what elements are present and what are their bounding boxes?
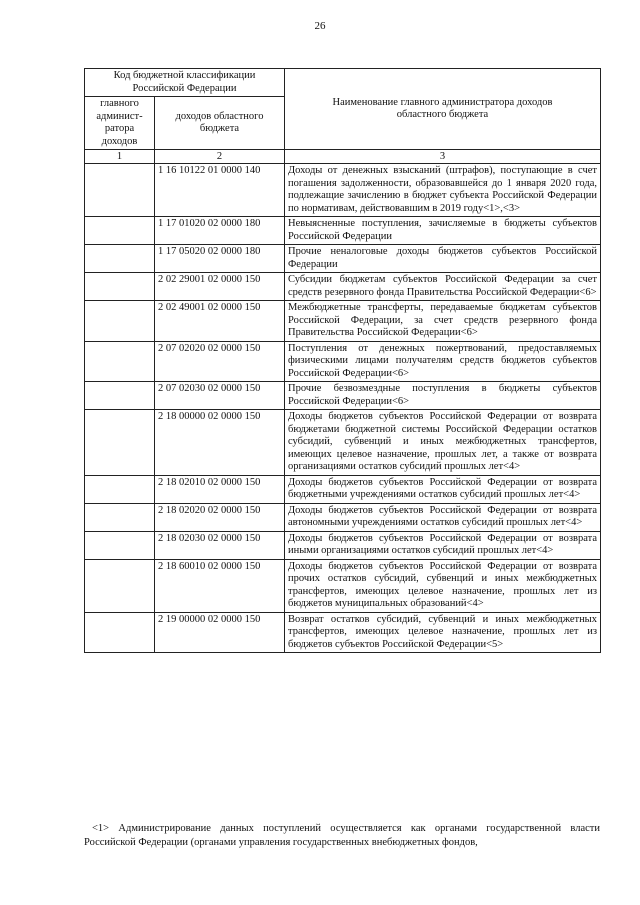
header-col1: главного админист-ратора доходов xyxy=(85,97,155,150)
table-row xyxy=(85,410,601,476)
header-group: Код бюджетной классификации Российской Федерации xyxy=(85,69,285,97)
name-cell: Невыясненные поступления, зачисляемые в бюджеты субъектов Российской Федерации xyxy=(285,217,601,245)
name-cell: Доходы бюджетов субъектов Российской Федерации от возврата бюджетами бюджетной системы Российской Федерации остатков субсидий, субвенций и иных межбюджетных трансфертов, имеющих целевое назначение, прошлых лет, а также от возврата организациями остатков субсидий прошлых лет<4> xyxy=(285,410,601,476)
name-cell: Доходы от денежных взысканий (штрафов), поступающие в счет погашения задолженности, образовавшейся до 1 января 2020 года, подлежащие зачислению в бюджет субъекта Российской Федерации по нормативам, действовавшим в 2019 году<1>,<3> xyxy=(285,164,601,217)
admin-cell xyxy=(85,273,155,301)
code-cell: 2 07 02030 02 0000 150 xyxy=(155,382,285,410)
table-row xyxy=(85,217,601,245)
table-row xyxy=(85,475,601,503)
admin-cell xyxy=(85,410,155,476)
table-row xyxy=(85,559,601,612)
table-row xyxy=(85,382,601,410)
table-row xyxy=(85,341,601,382)
admin-cell xyxy=(85,612,155,653)
header-num3: 3 xyxy=(285,150,601,164)
page-number: 26 xyxy=(314,20,326,32)
code-cell: 1 17 01020 02 0000 180 xyxy=(155,217,285,245)
code-cell: 2 02 29001 02 0000 150 xyxy=(155,273,285,301)
budget-classification-table xyxy=(84,68,601,653)
admin-cell xyxy=(85,531,155,559)
code-cell: 2 18 02020 02 0000 150 xyxy=(155,503,285,531)
header-num2: 2 xyxy=(155,150,285,164)
table-row xyxy=(85,301,601,342)
header-num1: 1 xyxy=(85,150,155,164)
header-col2: доходов областного бюджета xyxy=(155,97,285,150)
name-cell: Прочие неналоговые доходы бюджетов субъектов Российской Федерации xyxy=(285,245,601,273)
code-cell: 2 18 00000 02 0000 150 xyxy=(155,410,285,476)
name-cell: Доходы бюджетов субъектов Российской Федерации от возврата иными организациями остатков субсидий прошлых лет<4> xyxy=(285,531,601,559)
table-row xyxy=(85,503,601,531)
footnote: <1> Администрирование данных поступлений осуществляется как органами государственной власти Российской Федерации (органами управления государственных внебюджетных фондов, xyxy=(84,823,600,848)
admin-cell xyxy=(85,475,155,503)
name-cell: Межбюджетные трансферты, передаваемые бюджетам субъектов Российской Федерации, за счет средств резервного фонда Правительства Российской Федерации<6> xyxy=(285,301,601,342)
code-cell: 2 02 49001 02 0000 150 xyxy=(155,301,285,342)
code-cell: 2 18 02010 02 0000 150 xyxy=(155,475,285,503)
code-cell: 2 18 02030 02 0000 150 xyxy=(155,531,285,559)
code-cell: 2 19 00000 02 0000 150 xyxy=(155,612,285,653)
code-cell: 1 17 05020 02 0000 180 xyxy=(155,245,285,273)
admin-cell xyxy=(85,217,155,245)
table-row xyxy=(85,164,601,217)
code-cell: 2 07 02020 02 0000 150 xyxy=(155,341,285,382)
admin-cell xyxy=(85,341,155,382)
name-cell: Доходы бюджетов субъектов Российской Федерации от возврата бюджетными учреждениями остатков субсидий прошлых лет<4> xyxy=(285,475,601,503)
table-row xyxy=(85,531,601,559)
name-cell: Доходы бюджетов субъектов Российской Федерации от возврата автономными учреждениями остатков субсидий прошлых лет<4> xyxy=(285,503,601,531)
admin-cell xyxy=(85,503,155,531)
name-cell: Прочие безвозмездные поступления в бюджеты субъектов Российской Федерации<6> xyxy=(285,382,601,410)
admin-cell xyxy=(85,301,155,342)
admin-cell xyxy=(85,382,155,410)
admin-cell xyxy=(85,164,155,217)
code-cell: 1 16 10122 01 0000 140 xyxy=(155,164,285,217)
name-cell: Возврат остатков субсидий, субвенций и иных межбюджетных трансфертов, имеющих целевое назначение, прошлых лет из бюджетов субъектов Российской Федерации<5> xyxy=(285,612,601,653)
name-cell: Поступления от денежных пожертвований, предоставляемых физическими лицами получателям средств бюджетов субъектов Российской Федерации<6> xyxy=(285,341,601,382)
admin-cell xyxy=(85,559,155,612)
code-cell: 2 18 60010 02 0000 150 xyxy=(155,559,285,612)
name-cell: Субсидии бюджетам субъектов Российской Федерации за счет средств резервного фонда Правительства Российской Федерации<6> xyxy=(285,273,601,301)
name-cell: Доходы бюджетов субъектов Российской Федерации от возврата прочих остатков субсидий, субвенций и иных межбюджетных трансфертов, имеющих целевое назначение, прошлых лет из бюджетов муниципальных образований<4> xyxy=(285,559,601,612)
table-row xyxy=(85,612,601,653)
admin-cell xyxy=(85,245,155,273)
header-col3: Наименование главного администратора доходов областного бюджета xyxy=(285,69,601,150)
table-row xyxy=(85,273,601,301)
table-body xyxy=(85,164,601,653)
table-row xyxy=(85,245,601,273)
